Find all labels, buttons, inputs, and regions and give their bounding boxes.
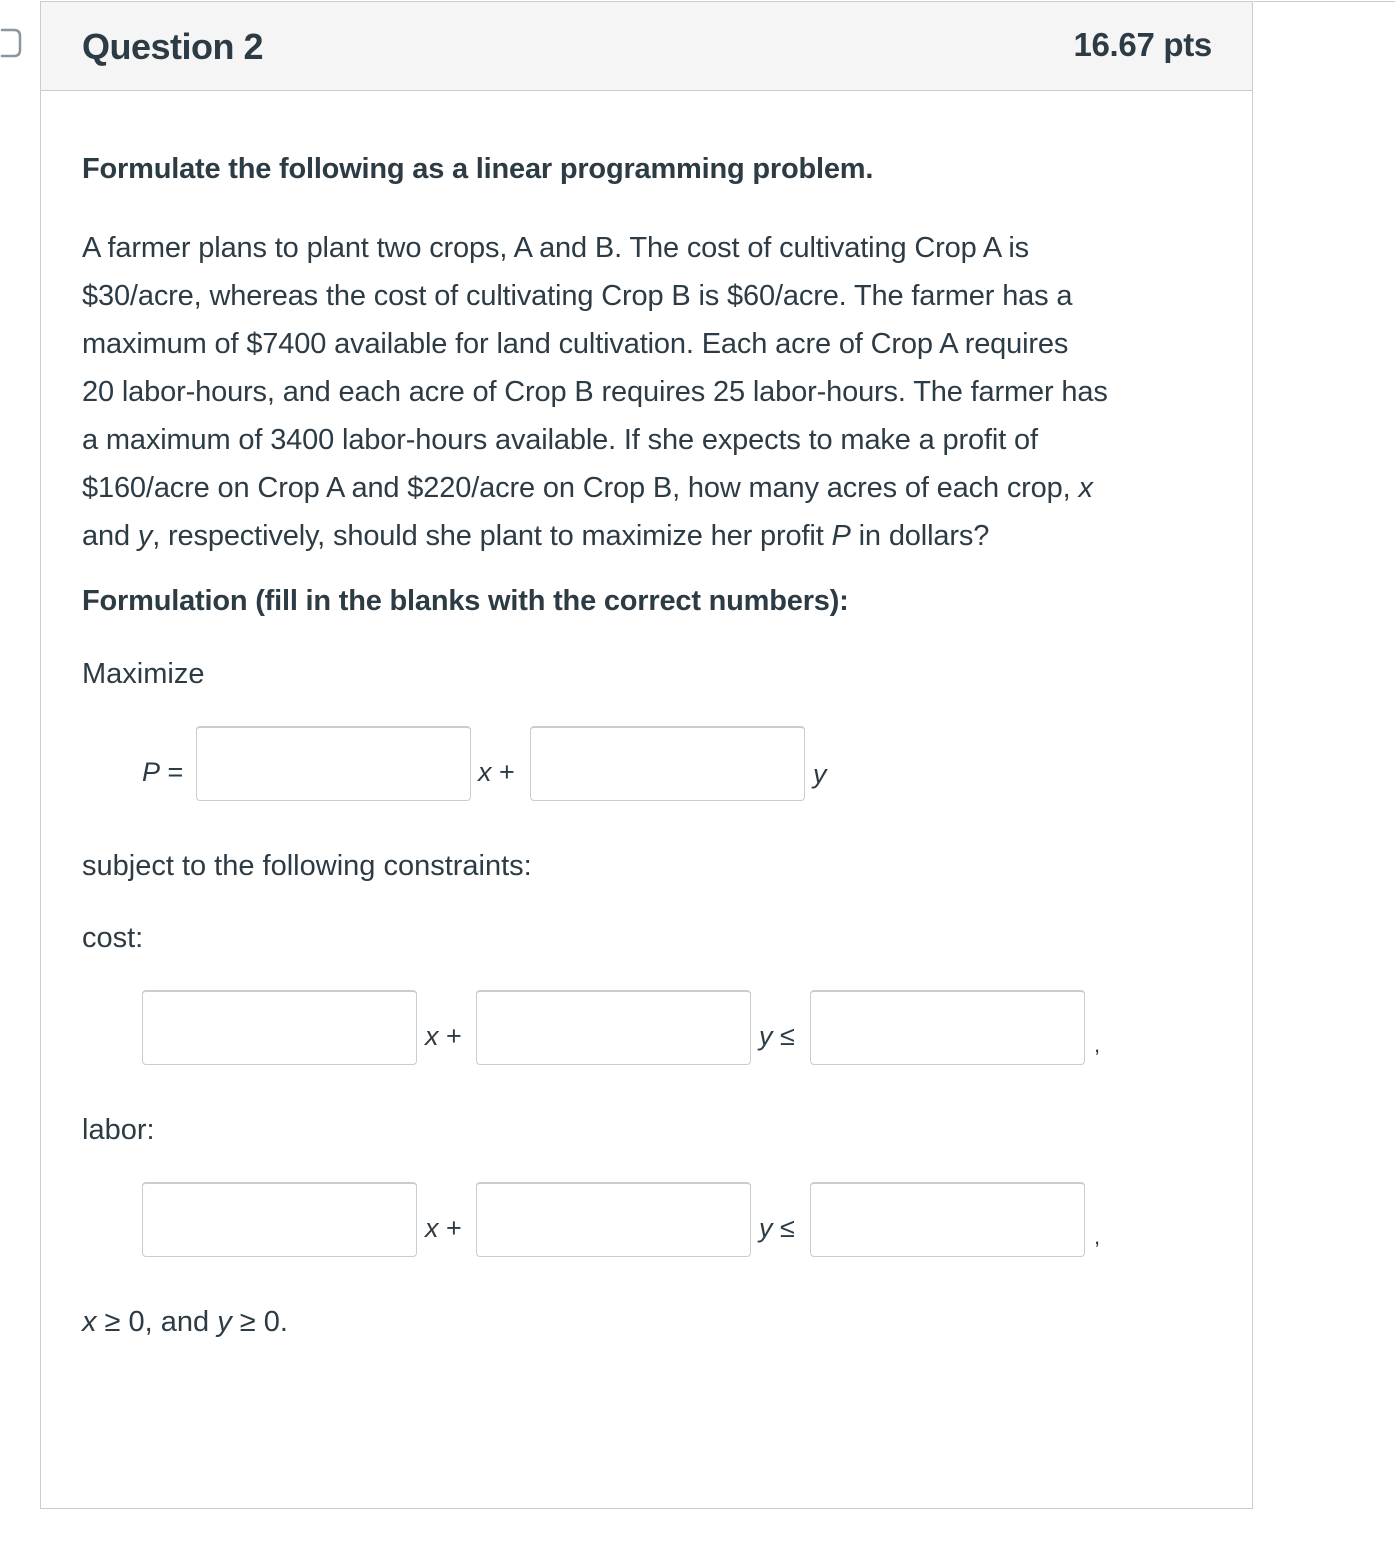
cost-rhs-input[interactable] [810, 990, 1085, 1065]
problem-line: $30/acre, whereas the cost of cultivating Crop B is $60/acre. The farmer has a [82, 280, 1073, 312]
question-points: 16.67 pts [1073, 26, 1212, 63]
problem-line [82, 512, 1217, 560]
question-card [40, 1, 1253, 1509]
labor-y-leq [759, 1213, 795, 1243]
problem-line [82, 464, 1217, 512]
variable-x: x [82, 1306, 97, 1338]
labor-y-coefficient-input[interactable] [476, 1182, 751, 1257]
maximize-label: Maximize [82, 658, 205, 690]
variable-y: y [813, 759, 827, 789]
labor-x-plus [425, 1213, 462, 1243]
cost-x-plus [425, 1021, 462, 1051]
variable-x: x [425, 1021, 439, 1051]
problem-text-span: and [82, 520, 138, 552]
variable-y: y [759, 1213, 773, 1243]
plus-sign: + [491, 757, 515, 787]
objective-y [813, 759, 827, 789]
variable-y: y [137, 520, 153, 552]
cost-y-leq [759, 1021, 795, 1051]
problem-statement [82, 224, 1217, 560]
cost-label: cost: [82, 922, 144, 954]
leq-sign: ≤ [772, 1021, 795, 1051]
variable-x: x [425, 1213, 439, 1243]
labor-x-coefficient-input[interactable] [142, 1182, 417, 1257]
top-divider [1254, 1, 1395, 2]
question-title: Question 2 [82, 26, 264, 67]
cost-x-coefficient-input[interactable] [142, 990, 417, 1065]
nonneg-text: ≥ 0. [231, 1306, 288, 1338]
leq-sign: ≤ [772, 1213, 795, 1243]
problem-text-span: , respectively, should she plant to maximize her profit [152, 520, 832, 552]
labor-label: labor: [82, 1114, 155, 1146]
problem-text-span: in dollars? [850, 520, 990, 552]
problem-line: 20 labor-hours, and each acre of Crop B requires 25 labor-hours. The farmer has [82, 376, 1108, 408]
objective-x-plus [478, 757, 515, 787]
variable-p: P [142, 757, 161, 787]
chevron-right-icon[interactable] [0, 28, 22, 58]
variable-x: x [1078, 472, 1093, 504]
plus-sign: + [438, 1213, 462, 1243]
instruction-text: Formulate the following as a linear programming problem. [82, 153, 874, 185]
objective-y-coefficient-input[interactable] [530, 726, 805, 801]
plus-sign: + [438, 1021, 462, 1051]
nonnegativity-constraint [82, 1306, 288, 1339]
objective-lhs [142, 757, 183, 787]
variable-y: y [217, 1306, 232, 1338]
cost-y-coefficient-input[interactable] [476, 990, 751, 1065]
problem-text-span: $160/acre on Crop A and $220/acre on Crop B, how many acres of each crop, [82, 472, 1079, 504]
equals-sign: = [160, 757, 184, 787]
problem-line: a maximum of 3400 labor-hours available. If she expects to make a profit of [82, 424, 1038, 456]
comma: , [1094, 1032, 1101, 1057]
constraints-intro: subject to the following constraints: [82, 850, 532, 882]
nonneg-text: ≥ 0, and [96, 1306, 218, 1338]
question-header [41, 2, 1252, 91]
objective-x-coefficient-input[interactable] [196, 726, 471, 801]
problem-line: A farmer plans to plant two crops, A and B. The cost of cultivating Crop A is [82, 232, 1030, 264]
comma: , [1094, 1224, 1101, 1249]
variable-p: P [831, 520, 851, 552]
labor-rhs-input[interactable] [810, 1182, 1085, 1257]
formulation-heading: Formulation (fill in the blanks with the correct numbers): [82, 585, 849, 617]
variable-x: x [478, 757, 492, 787]
problem-line: maximum of $7400 available for land cultivation. Each acre of Crop A requires [82, 328, 1069, 360]
variable-y: y [759, 1021, 773, 1051]
